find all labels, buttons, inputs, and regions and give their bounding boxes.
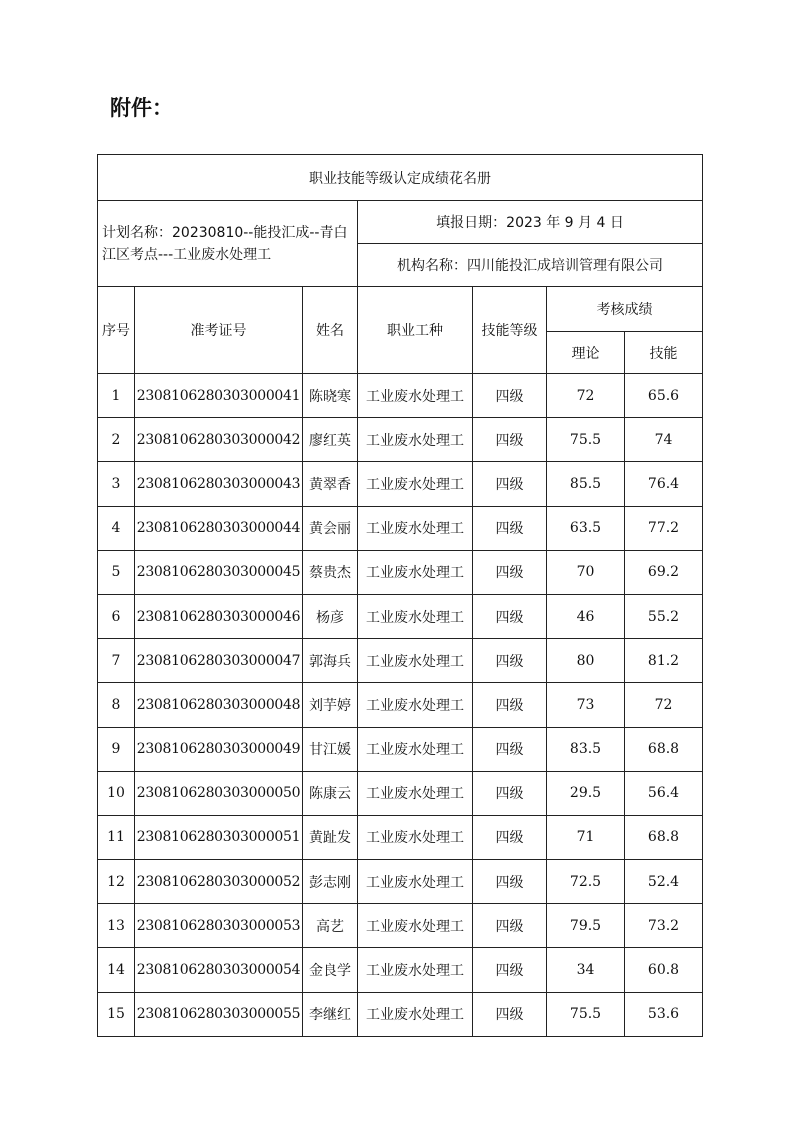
table-row bbox=[98, 815, 703, 859]
row-occupation: 工业废水处理工 bbox=[358, 506, 473, 550]
row-name: 黄趾发 bbox=[303, 815, 358, 859]
row-ticket-number: 2308106280303000055 bbox=[135, 992, 303, 1036]
row-seq: 8 bbox=[98, 683, 135, 727]
row-ticket-number: 2308106280303000047 bbox=[135, 639, 303, 683]
row-occupation: 工业废水处理工 bbox=[358, 639, 473, 683]
row-skill-level: 四级 bbox=[473, 683, 547, 727]
row-seq: 6 bbox=[98, 594, 135, 638]
row-theory-score: 80 bbox=[547, 639, 625, 683]
row-seq: 14 bbox=[98, 948, 135, 992]
row-name: 黄会丽 bbox=[303, 506, 358, 550]
row-theory-score: 72 bbox=[547, 374, 625, 418]
row-occupation: 工业废水处理工 bbox=[358, 771, 473, 815]
row-seq: 13 bbox=[98, 904, 135, 948]
row-ticket-number: 2308106280303000051 bbox=[135, 815, 303, 859]
row-skill-score: 76.4 bbox=[625, 462, 703, 506]
table-row bbox=[98, 506, 703, 550]
row-theory-score: 75.5 bbox=[547, 992, 625, 1036]
table-row bbox=[98, 948, 703, 992]
row-name: 陈康云 bbox=[303, 771, 358, 815]
row-theory-score: 72.5 bbox=[547, 860, 625, 904]
row-occupation: 工业废水处理工 bbox=[358, 815, 473, 859]
row-ticket-number: 2308106280303000052 bbox=[135, 860, 303, 904]
row-occupation: 工业废水处理工 bbox=[358, 683, 473, 727]
title-row bbox=[98, 155, 703, 201]
header-skill: 技能 bbox=[625, 332, 703, 374]
row-name: 黄翠香 bbox=[303, 462, 358, 506]
table-row bbox=[98, 550, 703, 594]
row-theory-score: 29.5 bbox=[547, 771, 625, 815]
row-ticket-number: 2308106280303000049 bbox=[135, 727, 303, 771]
table-row bbox=[98, 462, 703, 506]
row-skill-score: 65.6 bbox=[625, 374, 703, 418]
row-skill-score: 56.4 bbox=[625, 771, 703, 815]
row-occupation: 工业废水处理工 bbox=[358, 860, 473, 904]
row-seq: 9 bbox=[98, 727, 135, 771]
row-seq: 15 bbox=[98, 992, 135, 1036]
row-name: 廖红英 bbox=[303, 418, 358, 462]
table-row bbox=[98, 992, 703, 1036]
row-occupation: 工业废水处理工 bbox=[358, 374, 473, 418]
row-skill-score: 81.2 bbox=[625, 639, 703, 683]
row-occupation: 工业废水处理工 bbox=[358, 418, 473, 462]
row-occupation: 工业废水处理工 bbox=[358, 462, 473, 506]
row-seq: 7 bbox=[98, 639, 135, 683]
header-ticket: 准考证号 bbox=[135, 287, 303, 374]
row-ticket-number: 2308106280303000045 bbox=[135, 550, 303, 594]
row-name: 蔡贵杰 bbox=[303, 550, 358, 594]
header-scores: 考核成绩 bbox=[547, 287, 703, 332]
row-theory-score: 75.5 bbox=[547, 418, 625, 462]
row-theory-score: 83.5 bbox=[547, 727, 625, 771]
row-name: 甘江媛 bbox=[303, 727, 358, 771]
row-occupation: 工业废水处理工 bbox=[358, 992, 473, 1036]
row-ticket-number: 2308106280303000041 bbox=[135, 374, 303, 418]
row-theory-score: 85.5 bbox=[547, 462, 625, 506]
row-seq: 10 bbox=[98, 771, 135, 815]
row-name: 郭海兵 bbox=[303, 639, 358, 683]
row-occupation: 工业废水处理工 bbox=[358, 727, 473, 771]
row-theory-score: 79.5 bbox=[547, 904, 625, 948]
table-title: 职业技能等级认定成绩花名册 bbox=[98, 155, 703, 201]
row-occupation: 工业废水处理工 bbox=[358, 948, 473, 992]
row-skill-score: 53.6 bbox=[625, 992, 703, 1036]
plan-name: 计划名称：20230810--能投汇成--青白江区考点---工业废水处理工 bbox=[98, 201, 358, 287]
row-ticket-number: 2308106280303000050 bbox=[135, 771, 303, 815]
row-theory-score: 63.5 bbox=[547, 506, 625, 550]
row-skill-score: 60.8 bbox=[625, 948, 703, 992]
row-name: 李继红 bbox=[303, 992, 358, 1036]
row-ticket-number: 2308106280303000042 bbox=[135, 418, 303, 462]
row-skill-score: 73.2 bbox=[625, 904, 703, 948]
table-row bbox=[98, 771, 703, 815]
row-theory-score: 71 bbox=[547, 815, 625, 859]
row-skill-level: 四级 bbox=[473, 860, 547, 904]
row-seq: 4 bbox=[98, 506, 135, 550]
row-skill-level: 四级 bbox=[473, 594, 547, 638]
row-skill-level: 四级 bbox=[473, 639, 547, 683]
row-skill-score: 74 bbox=[625, 418, 703, 462]
header-seq: 序号 bbox=[98, 287, 135, 374]
row-skill-score: 68.8 bbox=[625, 815, 703, 859]
table-row bbox=[98, 904, 703, 948]
row-skill-score: 69.2 bbox=[625, 550, 703, 594]
row-skill-score: 72 bbox=[625, 683, 703, 727]
row-skill-level: 四级 bbox=[473, 992, 547, 1036]
header-level: 技能等级 bbox=[473, 287, 547, 374]
info-row-1 bbox=[98, 201, 703, 244]
table-row bbox=[98, 374, 703, 418]
score-roster-table bbox=[97, 154, 703, 1037]
table-row bbox=[98, 639, 703, 683]
row-seq: 3 bbox=[98, 462, 135, 506]
table-row bbox=[98, 594, 703, 638]
row-skill-score: 68.8 bbox=[625, 727, 703, 771]
header-theory: 理论 bbox=[547, 332, 625, 374]
row-occupation: 工业废水处理工 bbox=[358, 594, 473, 638]
row-name: 杨彦 bbox=[303, 594, 358, 638]
row-name: 刘芋婷 bbox=[303, 683, 358, 727]
header-occupation: 职业工种 bbox=[358, 287, 473, 374]
row-skill-score: 52.4 bbox=[625, 860, 703, 904]
table-row bbox=[98, 683, 703, 727]
row-skill-score: 55.2 bbox=[625, 594, 703, 638]
row-seq: 5 bbox=[98, 550, 135, 594]
row-seq: 12 bbox=[98, 860, 135, 904]
row-skill-level: 四级 bbox=[473, 374, 547, 418]
header-name: 姓名 bbox=[303, 287, 358, 374]
row-skill-level: 四级 bbox=[473, 815, 547, 859]
row-theory-score: 34 bbox=[547, 948, 625, 992]
row-ticket-number: 2308106280303000053 bbox=[135, 904, 303, 948]
header-row-1 bbox=[98, 287, 703, 332]
row-skill-level: 四级 bbox=[473, 418, 547, 462]
row-name: 金良学 bbox=[303, 948, 358, 992]
row-skill-level: 四级 bbox=[473, 771, 547, 815]
table-row bbox=[98, 418, 703, 462]
row-theory-score: 46 bbox=[547, 594, 625, 638]
row-ticket-number: 2308106280303000044 bbox=[135, 506, 303, 550]
organization-name: 机构名称：四川能投汇成培训管理有限公司 bbox=[358, 244, 703, 287]
row-skill-score: 77.2 bbox=[625, 506, 703, 550]
row-skill-level: 四级 bbox=[473, 948, 547, 992]
row-skill-level: 四级 bbox=[473, 904, 547, 948]
row-name: 彭志刚 bbox=[303, 860, 358, 904]
table-row bbox=[98, 860, 703, 904]
row-ticket-number: 2308106280303000043 bbox=[135, 462, 303, 506]
fill-date: 填报日期：2023 年 9 月 4 日 bbox=[358, 201, 703, 244]
row-ticket-number: 2308106280303000054 bbox=[135, 948, 303, 992]
row-skill-level: 四级 bbox=[473, 462, 547, 506]
row-skill-level: 四级 bbox=[473, 550, 547, 594]
table-row bbox=[98, 727, 703, 771]
row-skill-level: 四级 bbox=[473, 506, 547, 550]
attachment-label: 附件： bbox=[110, 96, 173, 120]
row-seq: 2 bbox=[98, 418, 135, 462]
row-ticket-number: 2308106280303000046 bbox=[135, 594, 303, 638]
row-ticket-number: 2308106280303000048 bbox=[135, 683, 303, 727]
row-name: 陈晓寒 bbox=[303, 374, 358, 418]
row-theory-score: 70 bbox=[547, 550, 625, 594]
row-skill-level: 四级 bbox=[473, 727, 547, 771]
row-occupation: 工业废水处理工 bbox=[358, 550, 473, 594]
row-seq: 1 bbox=[98, 374, 135, 418]
row-name: 高艺 bbox=[303, 904, 358, 948]
row-theory-score: 73 bbox=[547, 683, 625, 727]
row-occupation: 工业废水处理工 bbox=[358, 904, 473, 948]
row-seq: 11 bbox=[98, 815, 135, 859]
